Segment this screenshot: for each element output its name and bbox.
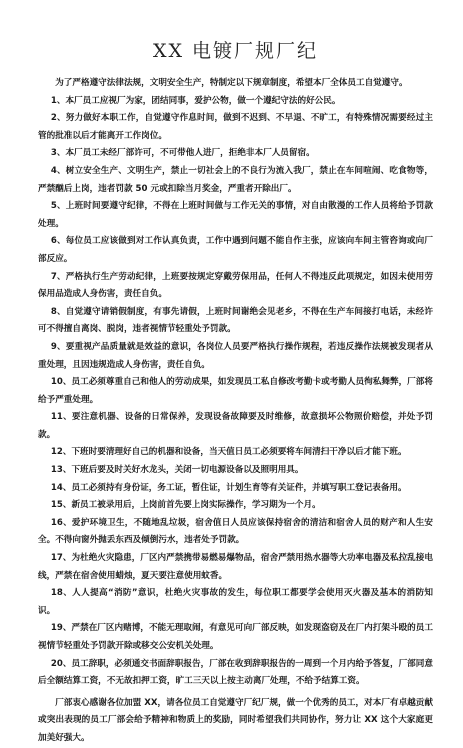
closing-paragraph: 厂部衷心感谢各位加盟 XX，请各位员工自觉遵守厂纪厂规，做一个优秀的员工，对本厂有卓越贡献或突出表现的员工厂部会给予精神和物质上的奖励，同时希望我们共同协作，努力让 XX 这个大家庭更加美好强大。 xyxy=(38,697,433,743)
rule-item: 20、员工辞职，必须通交书面辞职报告，厂部在收到辞职报告的一周到一个月内给予答复，厂部同意后全额结算工资，不无故扣押工资，旷工三天以上按主动离厂处理，不给予结算工资。 xyxy=(38,658,433,687)
document-title: XX 电镀厂规厂纪 xyxy=(152,40,319,62)
rule-item: 17、为杜绝火灾隐患，厂区内严禁携带易燃易爆物品，宿舍严禁用热水器等大功率电器及私拉乱接电线，严禁在宿舍使用蜡烛，夏天要注意使用蚊香。 xyxy=(38,553,433,581)
rule-item: 4、树立安全生产、文明生产，禁止一切社会上的不良行为流入我厂，禁止在车间喧闹、吃食物等，严禁酗后上岗，违者罚款 50 元或扣除当月奖金，严重者开除出厂。 xyxy=(38,165,433,194)
rule-item: 1、本厂员工应视厂为家，团结同事，爱护公物，做一个遵纪守法的好公民。 xyxy=(50,95,341,106)
rule-item: 8、自觉遵守请销假制度，有事先请假，上班时间谢绝会见老乡，不得在生产车间接打电话，未经许可不得擅自离岗、脱岗，违者视情节轻重处予罚款。 xyxy=(38,306,433,335)
intro-paragraph: 为了严格遵守法律法规，文明安全生产，特制定以下规章制度，希望本厂全体员工自觉遵守。 xyxy=(55,78,408,88)
rule-item: 7、严格执行生产劳动纪律，上班要按规定穿戴劳保用品，任何人不得违反此项规定，如因未使用劳保用品造成人身伤害，责任自负。 xyxy=(38,271,433,300)
rule-item: 3、本厂员工未经厂部许可，不可带他人进厂，拒绝非本厂人员留宿。 xyxy=(50,148,315,159)
rule-item: 11、要注意机器、设备的日常保养，发现设备故障要及时维修，故意损坏公物照价赔偿，并处予罚款。 xyxy=(38,412,433,440)
rules-list xyxy=(38,93,433,691)
rule-item: 5、上班时间要遵守纪律，不得在上班时间做与工作无关的事情，对自由散漫的工作人员将给予罚款处理。 xyxy=(38,201,433,229)
rule-item: 6、每位员工应该做到对工作认真负责，工作中遇到问题不能自作主张，应该向车间主管咨询或向厂部反应。 xyxy=(38,236,433,264)
rule-item: 18、人人提高“消防”意识，杜绝火灾事故的发生，每位职工都要学会使用灭火器及基本的消防知识。 xyxy=(38,588,433,616)
rule-item: 19、严禁在厂区内赌博，不能无理取闹，有意见可向厂部反映，如发现盗窃及在厂内打架斗殴的员工视情节轻重处予罚款开除或移交公安机关处理。 xyxy=(38,623,433,651)
rule-item: 2、努力做好本职工作，自觉遵守作息时间，做到不迟到、不早退、不旷工，有特殊情况需要经过主管的批准以后才能离开工作岗位。 xyxy=(38,113,433,141)
rule-item: 10、员工必须尊重自己和他人的劳动成果，如发现员工私自修改考勤卡或考勤人员徇私舞弊，厂部将给予严重处理。 xyxy=(38,377,433,405)
rule-item: 9、要重视产品质量就是效益的意识，各岗位人员要严格执行操作规程，若违反操作法规被发现者从重处理，且因违规造成人身伤害，责任自负。 xyxy=(38,341,433,370)
rule-item: 12、下班时要清理好自己的机器和设备，当天值日员工必须要将车间清扫干净以后才能下班。 xyxy=(50,447,407,458)
rule-item: 15、新员工被录用后，上岗前首先要上岗实际操作，学习期为一个月。 xyxy=(50,500,321,511)
rule-item: 13、下班后要及时关好水龙头，关闭一切电源设备以及照明用具。 xyxy=(50,465,304,476)
rule-item: 16、爱护环境卫生，不随地乱垃圾，宿舍值日人员应该保持宿舍的清洁和宿舍人员的财产和人生安全。不得向窗外抛丢东西及倾倒污水，违者处予罚款。 xyxy=(38,517,433,546)
rule-item: 14、员工必须持有身份证，务工证，暂住证，计划生育等有关证件，并填写职工登记表备用。 xyxy=(50,482,407,493)
